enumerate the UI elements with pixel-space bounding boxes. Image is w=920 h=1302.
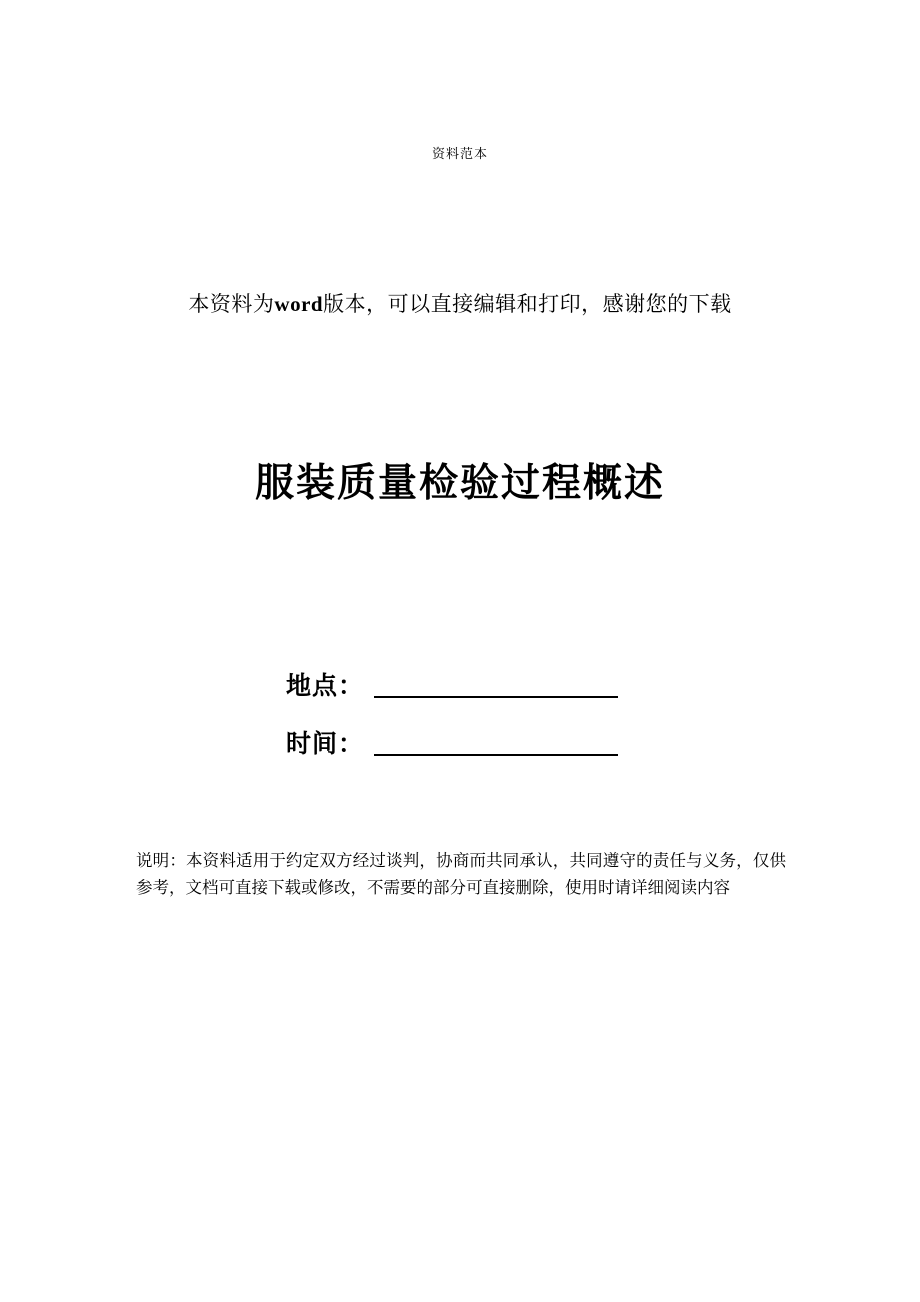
- field-blank-time[interactable]: [374, 728, 618, 756]
- note-paragraph: 说明：本资料适用于约定双方经过谈判，协商而共同承认，共同遵守的责任与义务，仅供参考，文档可直接下载或修改，不需要的部分可直接删除，使用时请详细阅读内容: [136, 851, 786, 897]
- intro-suffix: 版本，可以直接编辑和打印，感谢您的下载: [323, 292, 732, 316]
- field-row-location: [0, 670, 920, 698]
- field-label-time: 时间：: [286, 729, 365, 758]
- field-row-time: [0, 728, 920, 756]
- page-title: 服装质量检验过程概述: [254, 461, 665, 506]
- intro-prefix: 本资料为: [188, 292, 275, 316]
- field-label-location: 地点：: [286, 671, 365, 700]
- intro-latin-word: word: [274, 292, 324, 316]
- field-blank-location[interactable]: [374, 670, 618, 698]
- header-label: 资料范本: [431, 147, 488, 162]
- intro-line: [0, 288, 920, 318]
- fields-block: [0, 670, 920, 786]
